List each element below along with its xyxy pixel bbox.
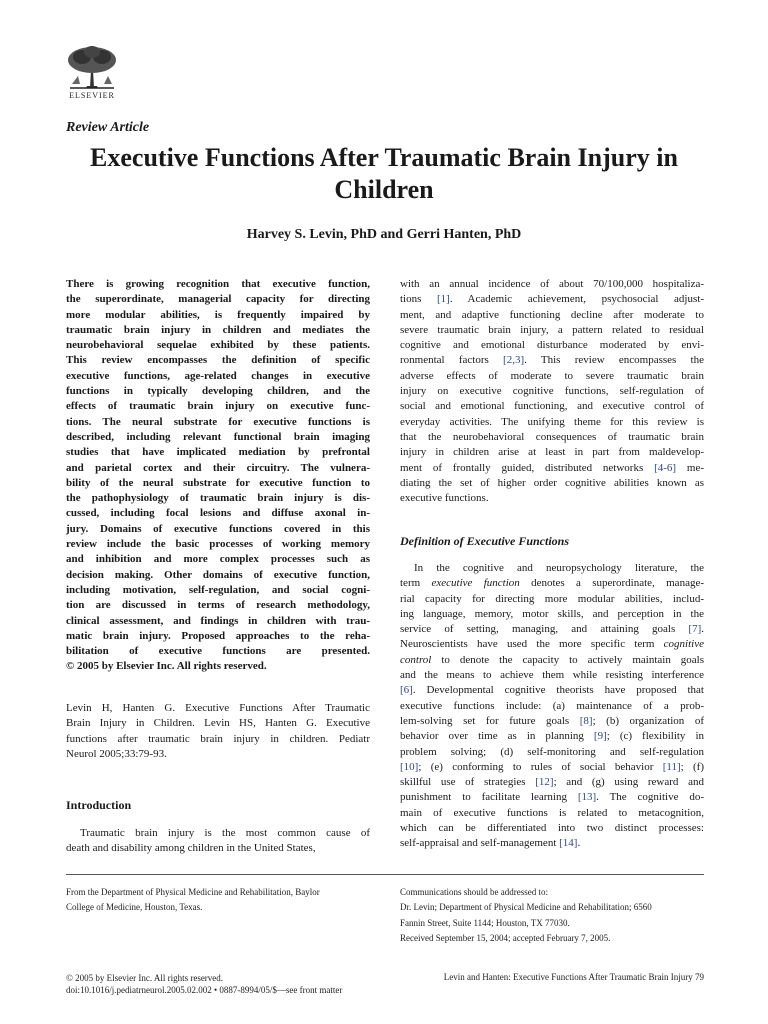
body-line: ment of frontally guided, distributed networks [4-6] me- bbox=[400, 461, 704, 474]
abstract-line: neurobehavioral sequelae exhibited by these patients. bbox=[66, 339, 370, 352]
abstract-line: There is growing recognition that executive function, bbox=[66, 278, 370, 290]
elsevier-logo bbox=[64, 44, 120, 100]
tree-logo-icon bbox=[64, 44, 120, 90]
abstract-line: bility of the neural substrate for executive function to bbox=[66, 476, 370, 489]
body-line: executive functions. bbox=[400, 492, 489, 505]
footnote-line: Communications should be addressed to: bbox=[400, 887, 548, 897]
reference-link[interactable]: [8] bbox=[579, 714, 593, 727]
definition-line: control to denote the capacity to actively maintain goals bbox=[400, 653, 704, 666]
article-type: Review Article bbox=[66, 120, 150, 135]
abstract-line: studies that have implicated mediation by prefrontal bbox=[66, 446, 370, 459]
publisher-name: ELSEVIER bbox=[69, 91, 115, 100]
citation bbox=[66, 701, 370, 762]
abstract-line: and inhibition and more complex processes such as bbox=[66, 553, 370, 566]
abstract-line: effects of traumatic brain injury on executive func- bbox=[66, 400, 370, 413]
definition-line: In the cognitive and neuropsychology literature, the bbox=[414, 562, 704, 574]
abstract-line: and parietal cortex and their circuitry. The vulnera- bbox=[66, 461, 370, 474]
introduction-line: death and disability among children in the United States, bbox=[66, 842, 316, 855]
doi-line: doi:10.1016/j.pediatrneurol.2005.02.002 • 0887-8994/05/$—see front matter bbox=[66, 985, 343, 995]
body-line: injury on executive cognitive functions, self-regulation of bbox=[400, 385, 704, 398]
definition-line: rial capacity for directing more modular abilities, includ- bbox=[400, 592, 704, 605]
abstract-line: including motivation, self-regulation, and social cogni- bbox=[66, 583, 370, 596]
body-line: tions [1]. Academic achievement, psychosocial adjust- bbox=[400, 293, 704, 306]
citation-line: Neurol 2005;33:79-93. bbox=[66, 747, 167, 760]
definition-line: lem-solving set for future goals [8]; (b) organization of bbox=[400, 714, 704, 727]
abstract-line: jury. Domains of executive functions covered in this bbox=[66, 522, 370, 535]
citation-line: functions after traumatic brain injury in children. Pediatr bbox=[66, 732, 370, 745]
definition-line: which can be differentiated into two distinct processes: bbox=[400, 822, 704, 835]
definition-line: [10]; (e) conforming to rules of social behavior [11]; (f) bbox=[400, 760, 704, 773]
definition-line: main of executive functions is related to metacognition, bbox=[400, 806, 704, 819]
reference-link[interactable]: [1] bbox=[436, 293, 450, 306]
abstract-line: tion are discussed in terms of research methodology, bbox=[66, 599, 370, 612]
reference-link[interactable]: [7] bbox=[688, 623, 702, 636]
reference-link[interactable]: [12] bbox=[535, 776, 554, 789]
definition-line: problem solving; (d) self-monitoring and self-regulation bbox=[400, 745, 704, 758]
reference-link[interactable]: [6] bbox=[400, 684, 413, 697]
abstract-line: functions in typically developing children, and the bbox=[66, 385, 370, 398]
reference-link[interactable]: [14] bbox=[559, 837, 578, 850]
abstract-line: more modular abilities, is frequently impaired by bbox=[66, 308, 370, 321]
abstract-line: the superordinate, managerial capacity for directing bbox=[66, 293, 370, 306]
footnote-line: Fannin Street, Suite 1144; Houston, TX 77030. bbox=[400, 917, 570, 928]
body-line: severe traumatic brain injury, a pattern related to residual bbox=[400, 323, 704, 336]
introduction-text bbox=[66, 826, 370, 857]
article-title: Executive Functions After Traumatic Brain Injury in Children bbox=[90, 143, 678, 204]
footnote-line: Received September 15, 2004; accepted February 7, 2005. bbox=[400, 932, 611, 943]
abstract-line: bilitation of executive functions are presented. bbox=[66, 645, 370, 658]
definition-line: service of setting, managing, and attaining goals [7]. bbox=[400, 623, 704, 636]
body-line: injury in children arise at least in part from maldevelop- bbox=[400, 446, 704, 459]
section-heading-introduction: Introduction bbox=[66, 798, 132, 812]
definition-line: self-appraisal and self-management [14]. bbox=[400, 837, 581, 850]
definition-line: Neuroscientists have used the more specific term cognitive bbox=[400, 638, 704, 651]
definition-line: term executive function denotes a superordinate, manage- bbox=[400, 577, 704, 590]
copyright-block bbox=[66, 972, 342, 996]
definition-line: [6]. Developmental cognitive theorists have proposed that bbox=[400, 684, 704, 697]
definition-line: ing language, memory, motor skills, and perception in the bbox=[400, 607, 704, 620]
definition-line: and the means to achieve them while resisting interference bbox=[400, 669, 704, 682]
abstract-line: executive functions, age-related changes in executive bbox=[66, 369, 370, 382]
definition-line: skillful use of strategies [12]; and (g) using reward and bbox=[400, 776, 704, 789]
body-line: with an annual incidence of about 70/100,000 hospitaliza- bbox=[400, 278, 704, 290]
citation-line: Levin H, Hanten G. Executive Functions After Traumatic bbox=[66, 702, 370, 714]
footnote-divider bbox=[66, 874, 704, 875]
introduction-line: Traumatic brain injury is the most common cause of bbox=[80, 827, 370, 839]
footnote-line: Dr. Levin; Department of Physical Medicine and Rehabilitation; 6560 bbox=[400, 902, 652, 913]
citation-line: Brain Injury in Children. Levin HS, Hanten G. Executive bbox=[66, 717, 370, 730]
body-line: ment, and adaptive functioning decline after moderate to bbox=[400, 308, 704, 321]
abstract-line: matic brain injury. Proposed approaches to the reha- bbox=[66, 629, 370, 642]
definition-line: behavior over time as in planning [9]; (c) flexibility in bbox=[400, 730, 705, 743]
abstract-line: decision making. Other domains of executive function, bbox=[66, 568, 370, 581]
running-footer: Levin and Hanten: Executive Functions After Traumatic Brain Injury 79 bbox=[443, 972, 704, 982]
abstract-line: traumatic brain injury in children and mediates the bbox=[66, 323, 370, 336]
introduction-continued-text bbox=[400, 277, 704, 506]
affiliation-footnote bbox=[66, 887, 376, 918]
abstract-line: tions. The neural substrate for executive functions is bbox=[66, 415, 370, 428]
correspondence-footnote bbox=[400, 887, 704, 948]
reference-link[interactable]: [4-6] bbox=[654, 461, 677, 474]
reference-link[interactable]: [11] bbox=[662, 760, 681, 773]
body-line: cognitive and emotional disturbance moderated by envi- bbox=[400, 339, 704, 352]
copyright-line: © 2005 by Elsevier Inc. All rights reserved. bbox=[66, 973, 224, 983]
footnote-line: College of Medicine, Houston, Texas. bbox=[66, 902, 203, 913]
abstract bbox=[66, 277, 370, 675]
body-line: that the neurobehavioral consequences of traumatic brain bbox=[400, 430, 704, 443]
abstract-line: This review encompasses the definition of specific bbox=[66, 354, 370, 367]
body-line: everyday activities. The unifying theme for this review is bbox=[400, 415, 704, 428]
body-line: ronmental factors [2,3]. This review encompasses the bbox=[400, 354, 705, 367]
section-heading-definition: Definition of Executive Functions bbox=[400, 534, 570, 548]
definition-line: punishment to facilitate learning [13]. The cognitive do- bbox=[400, 791, 704, 804]
authors: Harvey S. Levin, PhD and Gerri Hanten, PhD bbox=[246, 227, 522, 242]
abstract-line: review include the basic processes of working memory bbox=[66, 538, 370, 551]
abstract-line: clinical assessment, and findings in children with trau- bbox=[66, 614, 370, 627]
reference-link[interactable]: [13] bbox=[577, 791, 597, 804]
definition-line: executive functions include: (a) maintenance of a prob- bbox=[400, 699, 704, 712]
abstract-line: the pathophysiology of traumatic brain injury is dis- bbox=[66, 492, 370, 505]
definition-text bbox=[400, 561, 704, 852]
abstract-line: © 2005 by Elsevier Inc. All rights reserved. bbox=[66, 660, 267, 673]
body-line: diating the set of higher order cognitive abilities known as bbox=[400, 476, 704, 489]
body-line: social and emotional functioning, and executive control of bbox=[400, 400, 704, 413]
reference-link[interactable]: [2,3] bbox=[503, 354, 525, 367]
footnote-line: From the Department of Physical Medicine and Rehabilitation, Baylor bbox=[66, 887, 320, 897]
reference-link[interactable]: [9] bbox=[593, 730, 607, 743]
abstract-line: described, including relevant functional brain imaging bbox=[66, 430, 370, 443]
abstract-line: cussed, including focal lesions and diffuse axonal in- bbox=[66, 507, 370, 520]
body-line: adverse effects of moderate to severe traumatic brain bbox=[400, 369, 704, 382]
reference-link[interactable]: [10] bbox=[400, 760, 419, 773]
